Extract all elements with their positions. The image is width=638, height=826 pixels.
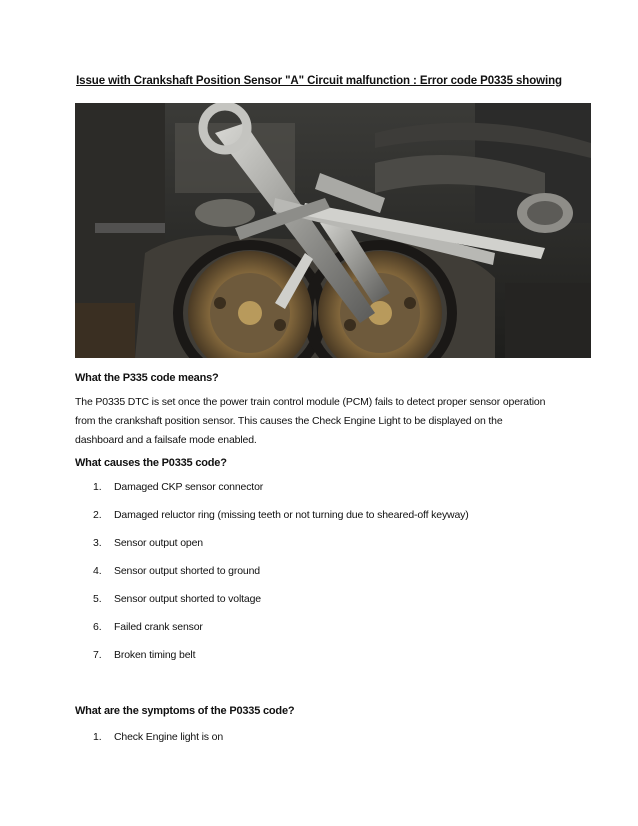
section-heading-causes: What causes the P0335 code? — [75, 457, 227, 469]
list-item: 1. Damaged CKP sensor connector — [93, 481, 264, 493]
list-item: 1. Check Engine light is on — [93, 731, 224, 743]
section-heading-meaning: What the P335 code means? — [75, 372, 219, 384]
list-item: 5. Sensor output shorted to voltage — [93, 593, 261, 605]
paragraph-line: from the crankshaft position sensor. This causes the Check Engine Light to be displayed on the — [75, 415, 503, 427]
section-heading-symptoms: What are the symptoms of the P0335 code? — [75, 705, 295, 717]
list-item: 4. Sensor output shorted to ground — [93, 565, 260, 577]
engine-timing-belt-photo — [75, 103, 591, 358]
document-title: Issue with Crankshaft Position Sensor "A" Circuit malfunction : Error code P0335 showing — [76, 75, 562, 87]
paragraph-line: The P0335 DTC is set once the power train control module (PCM) fails to detect proper sensor operation — [75, 396, 546, 408]
list-item: 3. Sensor output open — [93, 537, 203, 549]
list-item: 7. Broken timing belt — [93, 649, 196, 661]
meaning-paragraph — [75, 393, 575, 450]
list-item: 6. Failed crank sensor — [93, 621, 203, 633]
paragraph-line: dashboard and a failsafe mode enabled. — [75, 434, 257, 446]
list-item: 2. Damaged reluctor ring (missing teeth or not turning due to sheared-off keyway) — [93, 509, 469, 521]
